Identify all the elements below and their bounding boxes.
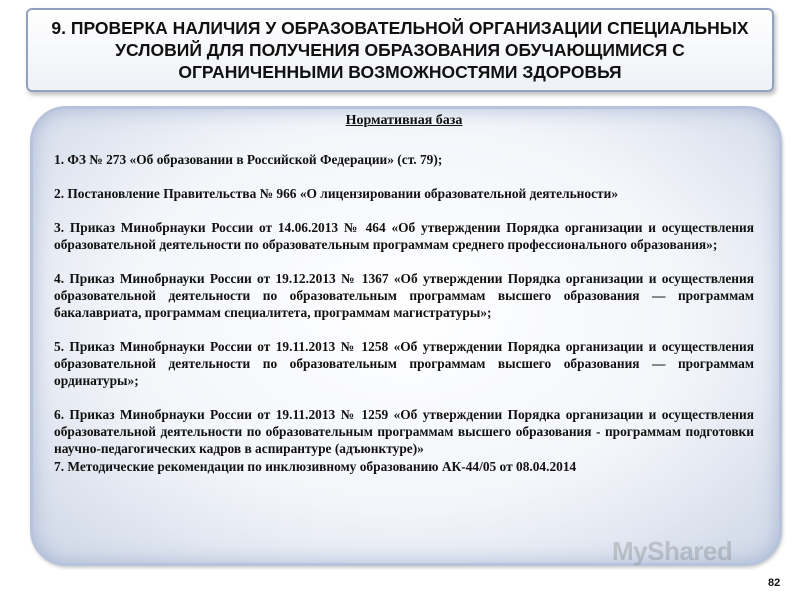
watermark: MyShared [612,536,733,566]
list-item: 3. Приказ Минобрнауки России от 14.06.2013 № 464 «Об утверждении Порядка организации и осуществления образовательной деятельности по образовательным программам среднего профессионального образования»; [54,220,754,252]
list-item: 4. Приказ Минобрнауки России от 19.12.2013 № 1367 «Об утверждении Порядка организации и осуществления образовательной деятельности по образовательным программам высшего образования — программам бакалавриата, программам специалитета, программам магистратуры»; [54,271,754,320]
page-number: 82 [768,577,781,589]
list-item: 7. Методические рекомендации по инклюзивному образованию АК-44/05 от 08.04.2014 [54,459,577,474]
slide-title: 9. ПРОВЕРКА НАЛИЧИЯ У ОБРАЗОВАТЕЛЬНОЙ ОРГАНИЗАЦИИ СПЕЦИАЛЬНЫХ УСЛОВИЙ ДЛЯ ПОЛУЧЕНИЯ ОБРАЗОВАНИЯ ОБУЧАЮЩИМИСЯ С ОГРАНИЧЕННЫМИ ВОЗМОЖНОСТЯМИ ЗДОРОВЬЯ [51,18,749,82]
list-item: 6. Приказ Минобрнауки России от 19.11.2013 № 1259 «Об утверждении Порядка организации и осуществления образовательной деятельности по образовательным программам высшего образования - программам подготовки научно-педагогических кадров в аспирантуре (адъюнктуре)» [54,407,754,456]
section-heading: Нормативная база [345,113,463,128]
slide-title-box [26,8,774,92]
list-item: 2. Постановление Правительства № 966 «О лицензировании образовательной деятельности» [54,186,619,201]
content-body [54,112,754,475]
list-item: 1. ФЗ № 273 «Об образовании в Российской Федерации» (ст. 79); [54,152,443,167]
list-item: 5. Приказ Минобрнауки России от 19.11.2013 № 1258 «Об утверждении Порядка организации и осуществления образовательной деятельности по образовательным программам высшего образования — программам ординатуры»; [54,339,754,388]
